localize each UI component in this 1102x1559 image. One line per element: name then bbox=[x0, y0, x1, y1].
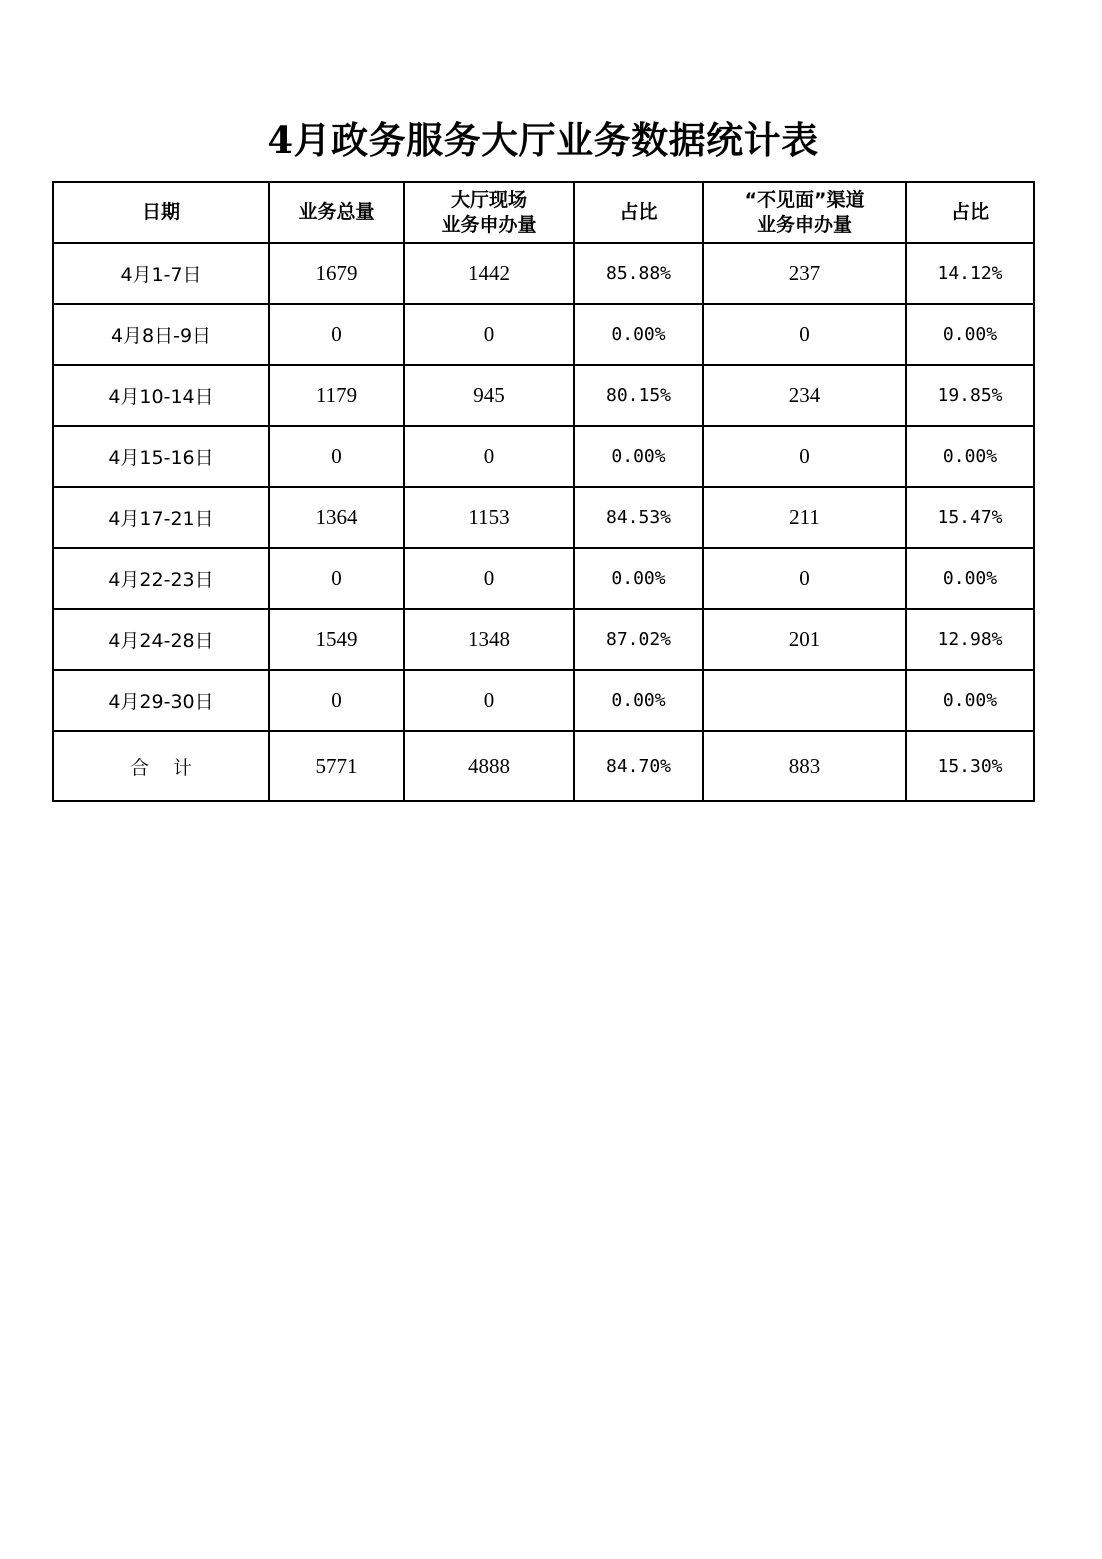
cell-date: 4月15-16日 bbox=[53, 426, 269, 487]
cell-remote-pct: 0.00% bbox=[906, 426, 1034, 487]
cell-remote: 201 bbox=[703, 609, 906, 670]
table-row bbox=[53, 426, 1034, 487]
statistics-table bbox=[52, 181, 1035, 802]
total-cell-hall-pct: 84.70% bbox=[574, 731, 703, 801]
table-row bbox=[53, 487, 1034, 548]
cell-total: 0 bbox=[269, 304, 404, 365]
cell-remote: 211 bbox=[703, 487, 906, 548]
cell-hall: 0 bbox=[404, 548, 574, 609]
header-hall-line2: 业务申办量 bbox=[441, 213, 537, 236]
cell-hall-pct: 87.02% bbox=[574, 609, 703, 670]
header-hall-pct bbox=[574, 182, 703, 243]
header-row bbox=[53, 182, 1034, 243]
cell-hall-pct: 85.88% bbox=[574, 243, 703, 304]
header-hall bbox=[404, 182, 574, 243]
header-remote bbox=[703, 182, 906, 243]
table-row bbox=[53, 365, 1034, 426]
header-remote-pct bbox=[906, 182, 1034, 243]
cell-hall-pct: 0.00% bbox=[574, 548, 703, 609]
cell-date: 4月24-28日 bbox=[53, 609, 269, 670]
header-hall-pct-line1: 占比 bbox=[619, 201, 658, 223]
cell-remote-pct: 0.00% bbox=[906, 304, 1034, 365]
cell-remote-pct: 0.00% bbox=[906, 670, 1034, 731]
cell-hall-pct: 0.00% bbox=[574, 426, 703, 487]
cell-remote: 237 bbox=[703, 243, 906, 304]
cell-date: 4月29-30日 bbox=[53, 670, 269, 731]
cell-remote bbox=[703, 670, 906, 731]
table-row bbox=[53, 304, 1034, 365]
cell-total: 0 bbox=[269, 670, 404, 731]
cell-total: 1179 bbox=[269, 365, 404, 426]
total-row bbox=[53, 731, 1034, 801]
header-remote-line1: “不见面”渠道 bbox=[744, 188, 865, 211]
table-row bbox=[53, 243, 1034, 304]
cell-remote-pct: 0.00% bbox=[906, 548, 1034, 609]
cell-hall: 0 bbox=[404, 304, 574, 365]
cell-hall-pct: 80.15% bbox=[574, 365, 703, 426]
cell-hall: 945 bbox=[404, 365, 574, 426]
cell-date: 4月8日-9日 bbox=[53, 304, 269, 365]
table-row bbox=[53, 548, 1034, 609]
cell-hall: 1153 bbox=[404, 487, 574, 548]
cell-date: 4月22-23日 bbox=[53, 548, 269, 609]
cell-hall: 1442 bbox=[404, 243, 574, 304]
total-cell-hall: 4888 bbox=[404, 731, 574, 801]
cell-remote-pct: 15.47% bbox=[906, 487, 1034, 548]
total-cell-remote: 883 bbox=[703, 731, 906, 801]
table-row bbox=[53, 670, 1034, 731]
cell-date: 4月17-21日 bbox=[53, 487, 269, 548]
header-hall-line1: 大厅现场 bbox=[450, 188, 527, 211]
page-title: 4月政务服务大厅业务数据统计表 bbox=[267, 118, 819, 162]
cell-remote: 0 bbox=[703, 304, 906, 365]
cell-date: 4月10-14日 bbox=[53, 365, 269, 426]
header-remote-line2: 业务申办量 bbox=[756, 213, 852, 236]
cell-hall-pct: 0.00% bbox=[574, 304, 703, 365]
cell-remote-pct: 19.85% bbox=[906, 365, 1034, 426]
cell-total: 0 bbox=[269, 548, 404, 609]
cell-remote: 0 bbox=[703, 548, 906, 609]
total-cell-total: 5771 bbox=[269, 731, 404, 801]
cell-hall: 0 bbox=[404, 426, 574, 487]
header-total-line1: 业务总量 bbox=[298, 201, 375, 223]
cell-hall: 0 bbox=[404, 670, 574, 731]
header-date bbox=[53, 182, 269, 243]
total-cell-remote-pct: 15.30% bbox=[906, 731, 1034, 801]
cell-remote: 0 bbox=[703, 426, 906, 487]
cell-date: 4月1-7日 bbox=[53, 243, 269, 304]
table-row bbox=[53, 609, 1034, 670]
cell-total: 1679 bbox=[269, 243, 404, 304]
total-label: 合计 bbox=[53, 731, 269, 801]
cell-hall-pct: 84.53% bbox=[574, 487, 703, 548]
cell-total: 1549 bbox=[269, 609, 404, 670]
cell-remote-pct: 12.98% bbox=[906, 609, 1034, 670]
cell-remote-pct: 14.12% bbox=[906, 243, 1034, 304]
header-date-line1: 日期 bbox=[141, 201, 180, 223]
cell-hall-pct: 0.00% bbox=[574, 670, 703, 731]
header-total bbox=[269, 182, 404, 243]
cell-total: 0 bbox=[269, 426, 404, 487]
cell-hall: 1348 bbox=[404, 609, 574, 670]
cell-remote: 234 bbox=[703, 365, 906, 426]
header-remote-pct-line1: 占比 bbox=[950, 201, 989, 223]
cell-total: 1364 bbox=[269, 487, 404, 548]
